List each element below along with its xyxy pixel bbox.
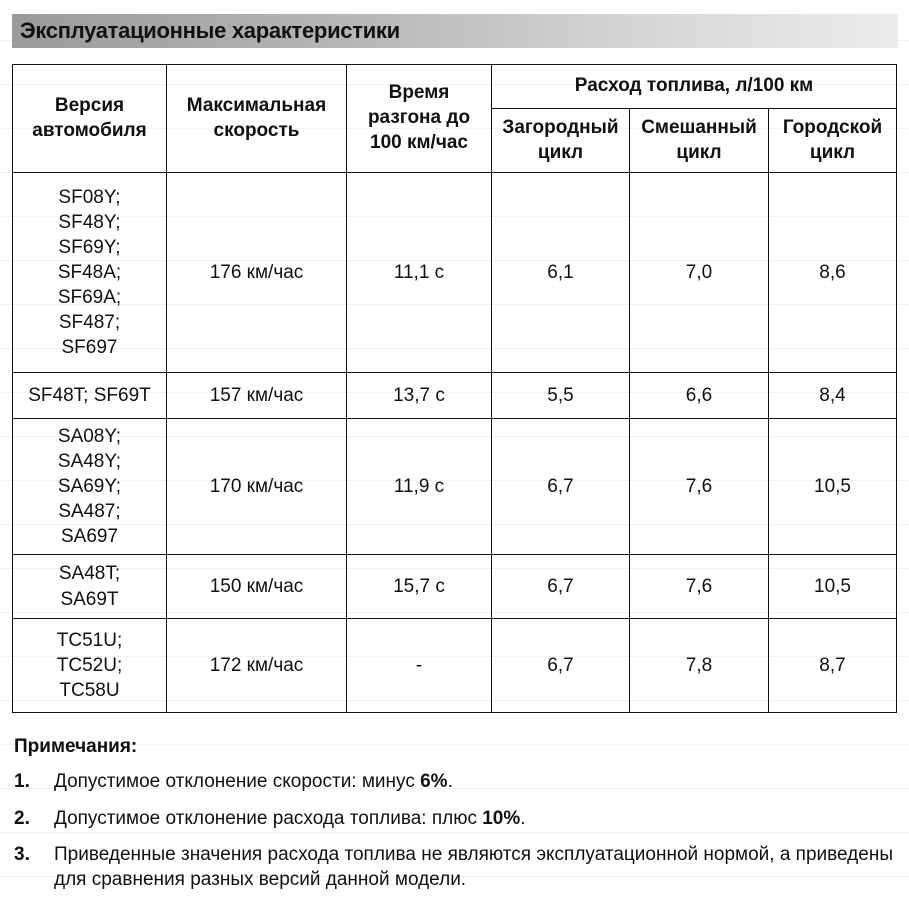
cell-combined: 7,0 (630, 173, 769, 373)
header-fuel-consumption: Расход топлива, л/100 км (492, 65, 897, 109)
note-text: Приведенные значения расхода топлива не являются эксплуатационной нормой, а приведены для сравнения разных версий данной модели. (54, 844, 893, 891)
version-code: TC51U; (56, 629, 123, 651)
cell-combined: 7,6 (630, 419, 769, 555)
version-code: SF48Y; (58, 211, 121, 233)
version-code: TC58U (59, 680, 120, 702)
table-row (13, 619, 897, 713)
cell-extra-urban: 6,7 (492, 419, 630, 555)
cell-versions (13, 419, 167, 555)
note-item (14, 843, 898, 892)
table-row (13, 373, 897, 419)
cell-max-speed: 172 км/час (167, 619, 347, 713)
cell-extra-urban: 6,1 (492, 173, 630, 373)
cell-versions (13, 555, 167, 619)
cell-max-speed: 170 км/час (167, 419, 347, 555)
version-code: SF487; (58, 312, 121, 334)
cell-extra-urban: 6,7 (492, 555, 630, 619)
version-code: SA48T; (58, 563, 121, 585)
cell-extra-urban: 6,7 (492, 619, 630, 713)
cell-acceleration: - (347, 619, 492, 713)
cell-extra-urban: 5,5 (492, 373, 630, 419)
cell-versions (13, 619, 167, 713)
table-row (13, 419, 897, 555)
cell-acceleration: 13,7 с (347, 373, 492, 419)
version-code: SF48T; SF69T (28, 384, 151, 406)
cell-urban: 8,6 (769, 173, 897, 373)
cell-max-speed: 150 км/час (167, 555, 347, 619)
note-item (14, 770, 898, 795)
notes-list (14, 770, 898, 893)
header-extra-urban: Загородный цикл (492, 109, 630, 173)
cell-max-speed: 176 км/час (167, 173, 347, 373)
note-value: 6% (420, 771, 448, 792)
cell-max-speed: 157 км/час (167, 373, 347, 419)
version-code: SA487; (58, 501, 121, 523)
section-title-text: Эксплуатационные характеристики (20, 18, 400, 43)
header-urban: Городской цикл (769, 109, 897, 173)
cell-versions (13, 373, 167, 419)
cell-combined: 6,6 (630, 373, 769, 419)
section-title (12, 14, 898, 48)
cell-acceleration: 11,1 с (347, 173, 492, 373)
version-code: SA69T (60, 588, 119, 610)
table-row (13, 555, 897, 619)
version-code: SF69A; (57, 287, 122, 309)
notes-section (14, 736, 898, 905)
version-code: SA08Y; (57, 425, 122, 447)
note-number: 1. (14, 771, 30, 792)
notes-title: Примечания: (14, 736, 138, 757)
performance-table (12, 64, 897, 713)
version-code: TC52U; (56, 654, 123, 676)
header-acceleration: Время разгона до 100 км/час (347, 65, 492, 173)
note-item (14, 807, 898, 832)
cell-urban: 10,5 (769, 555, 897, 619)
cell-urban: 10,5 (769, 419, 897, 555)
note-text: Допустимое отклонение скорости: минус 6%. (54, 771, 453, 792)
cell-acceleration: 15,7 с (347, 555, 492, 619)
version-code: SA48Y; (57, 450, 122, 472)
note-number: 2. (14, 807, 30, 829)
note-text: Допустимое отклонение расхода топлива: плюс 10%. (54, 807, 526, 829)
cell-versions (13, 173, 167, 373)
version-code: SA69Y; (57, 475, 122, 497)
version-code: SF697 (61, 337, 118, 359)
cell-urban: 8,7 (769, 619, 897, 713)
header-version: Версия автомобиля (13, 65, 167, 173)
version-code: SF48A; (57, 261, 122, 283)
version-code: SA697 (60, 526, 119, 548)
note-number: 3. (14, 844, 30, 866)
version-code: SF69Y; (58, 236, 121, 258)
cell-combined: 7,6 (630, 555, 769, 619)
table-row (13, 173, 897, 373)
version-code: SF08Y; (58, 186, 121, 208)
note-value: 10% (482, 807, 521, 829)
cell-combined: 7,8 (630, 619, 769, 713)
header-combined: Смешанный цикл (630, 109, 769, 173)
cell-acceleration: 11,9 с (347, 419, 492, 555)
header-max-speed: Максимальная скорость (167, 65, 347, 173)
cell-urban: 8,4 (769, 373, 897, 419)
